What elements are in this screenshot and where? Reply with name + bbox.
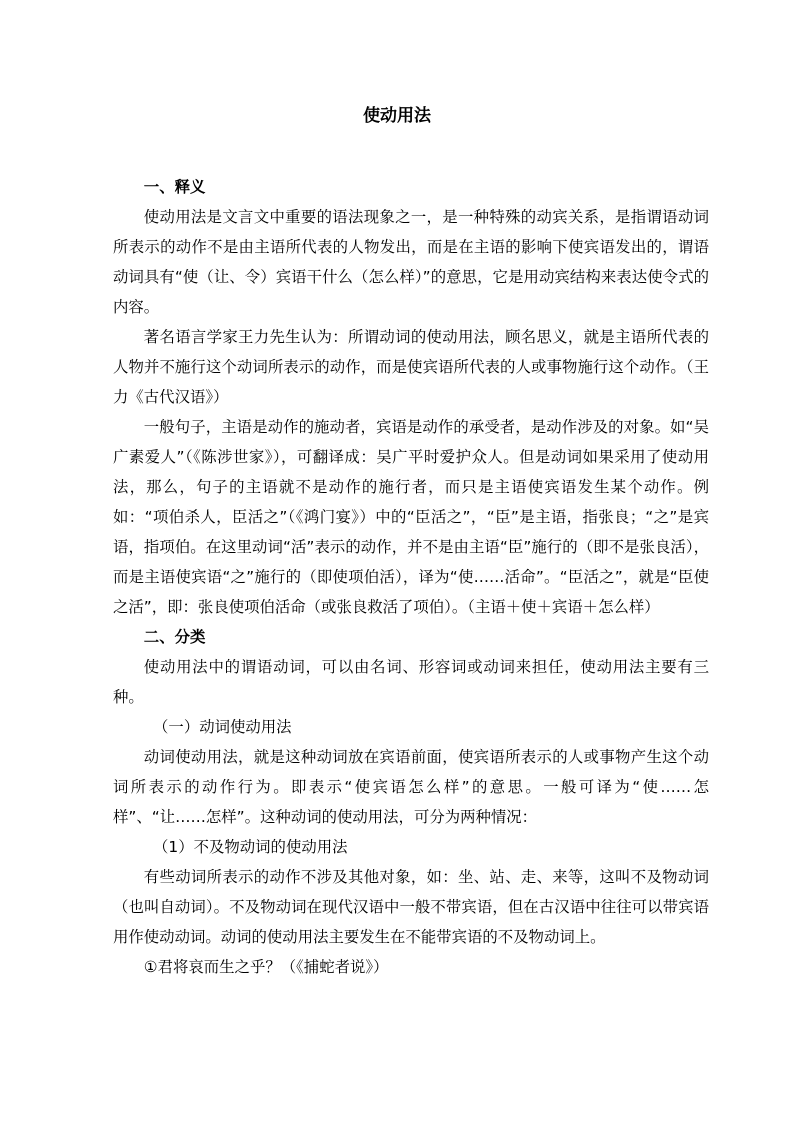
paragraph-example: 一般句子，主语是动作的施动者，宾语是动作的承受者，是动作涉及的对象。如“吴广素爱人”（《陈涉世家》），可翻译成：吴广平时爱护众人。但是动词如果采用了使动用法，那么，句子的主语就不是动作的施行者，而只是主语使宾语发生某个动作。例如：“项伯杀人，臣活之”（《鸿门宴》）中的“臣活之”，“臣”是主语，指张良；“之”是宾语，指项伯。在这里动词“活”表示的动作，并不是由主语“臣”施行的（即不是张良活），而是主语使宾语“之”施行的（即使项伯活），译为“使……活命”。“臣活之”，就是“臣使之活”，即：张良使项伯活命（或张良救活了项伯）。（主语＋使＋宾语＋怎么样） xyxy=(113,418,709,616)
paragraph-verb-causative: 动词使动用法，就是这种动词放在宾语前面，使宾语所表示的人或事物产生这个动词所表示的动作行为。即表示“使宾语怎么样”的意思。一般可译为“使……怎样”、“让……怎样”。这种动词的使动用法，可分为两种情况： xyxy=(113,748,709,826)
paragraph-definition: 使动用法是文言文中重要的语法现象之一，是一种特殊的动宾关系，是指谓语动词所表示的动作不是由主语所代表的人物发出，而是在主语的影响下使宾语发出的，谓语动词具有“使（让、令）宾语干什么（怎么样）”的意思，它是用动宾结构来表达使令式的内容。 xyxy=(113,208,709,316)
paragraph-wang-li: 著名语言学家王力先生认为：所谓动词的使动用法，顾名思义，就是主语所代表的人物并不施行这个动词所表示的动作，而是使宾语所代表的人或事物施行这个动作。（王力《古代汉语》） xyxy=(113,328,709,406)
paragraph-classification: 使动用法中的谓语动词，可以由名词、形容词或动词来担任，使动用法主要有三种。 xyxy=(113,658,709,706)
page-title: 使动用法 xyxy=(363,106,431,126)
paragraph-intransitive: 有些动词所表示的动作不涉及其他对象，如：坐、站、走、来等，这叫不及物动词（也叫自动词）。不及物动词在现代汉语中一般不带宾语，但在古汉语中往往可以带宾语用作使动动词。动词的使动用法主要发生在不能带宾语的不及物动词上。 xyxy=(113,868,709,946)
subheading-verb-causative: （一）动词使动用法 xyxy=(153,718,292,736)
section-heading-classification: 二、分类 xyxy=(143,628,206,646)
subheading-intransitive: （1）不及物动词的使动用法 xyxy=(153,838,348,856)
example-sentence-1: ①君将哀而生之乎？（《捕蛇者说》） xyxy=(143,958,389,976)
document-body xyxy=(113,172,709,982)
section-heading-definition: 一、释义 xyxy=(143,178,206,196)
